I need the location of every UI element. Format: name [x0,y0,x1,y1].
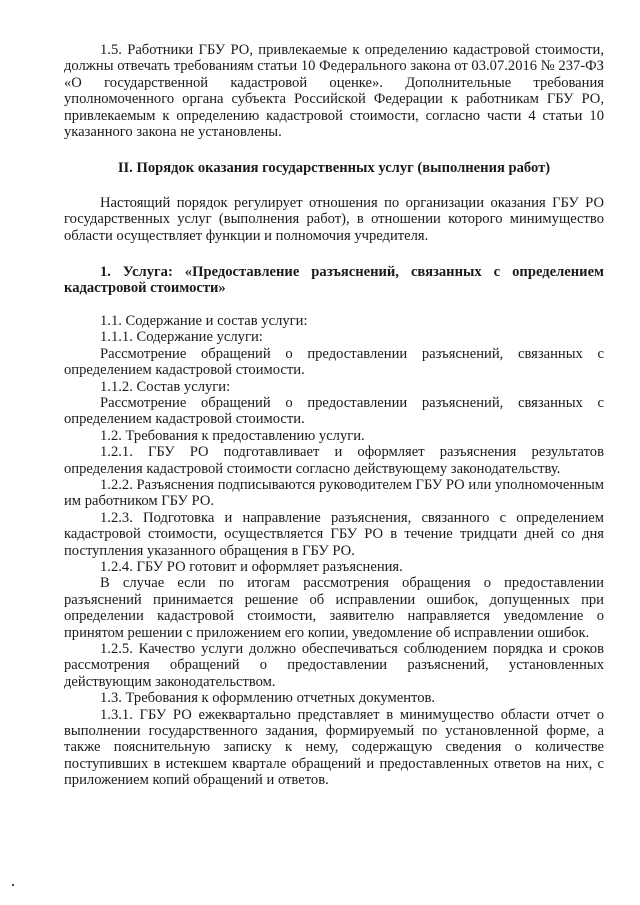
paragraph-1-2-1: 1.2.1. ГБУ РО подготавливает и оформляет разъяснения результатов определения кадастровой стоимости согласно действующему законодательству. [64,444,604,477]
paragraph-1-2-3: 1.2.3. Подготовка и направление разъяснения, связанного с определением кадастровой стоимости, осуществляется ГБУ РО в течение тридцати дней со дня поступления указанного обращения в ГБУ РО. [64,509,604,559]
paragraph-1-3: 1.3. Требования к оформлению отчетных документов. [100,690,436,707]
paragraph-1-2-5: 1.2.5. Качество услуги должно обеспечиваться соблюдением порядка и сроков рассмотрения обращений о предоставлении разъяснений, установленных действующим законодательством. [64,641,604,690]
paragraph-corrections: В случае если по итогам рассмотрения обращения о предоставлении разъяснений принимается решение об исправлении ошибок, допущенных при определении кадастровой стоимости, заявителю направляется уведомление о принятом решении с приложением его копии, уведомление об исправлении ошибок. [64,575,604,641]
paragraph-1-1-1: 1.1.1. Содержание услуги: [100,329,263,346]
service-heading-1: 1. Услуга: «Предоставление разъяснений, связанных с определением кадастровой стоимости» [64,264,604,297]
paragraph-1-1-2: 1.1.2. Состав услуги: [100,378,231,395]
paragraph-1-2-2: 1.2.2. Разъяснения подписываются руководителем ГБУ РО или уполномоченным им работником ГБУ РО. [64,476,604,510]
paragraph-1-2-4: 1.2.4. ГБУ РО готовит и оформляет разъяснения. [100,558,403,575]
paragraph-content-text: Рассмотрение обращений о предоставлении разъяснений, связанных с определением кадастровой стоимости. [64,345,604,379]
paragraph-1-5: 1.5. Работники ГБУ РО, привлекаемые к определению кадастровой стоимости, должны отвечать требованиям статьи 10 Федерального закона от 03.07.2016 № 237-ФЗ «О государственной кадастровой оценке». Дополнительные требования уполномоченного органа субъекта Российской Федерации к работникам ГБУ РО, привлекаемым к определению кадастровой стоимости, согласно части 4 статьи 10 указанного закона не установлены. [64,42,604,141]
section-heading-ii: II. Порядок оказания государственных услуг (выполнения работ) [117,160,551,177]
paragraph-composition-text: Рассмотрение обращений о предоставлении разъяснений, связанных с определением кадастровой стоимости. [64,394,604,428]
paragraph-1-1: 1.1. Содержание и состав услуги: [100,312,308,329]
document-page [64,0,604,905]
paragraph-1-2: 1.2. Требования к предоставлению услуги. [100,427,365,444]
scan-mark [12,884,14,886]
paragraph-intro: Настоящий порядок регулирует отношения по организации оказания ГБУ РО государственных услуг (выполнения работ), в отношении которого минимущество области осуществляет функции и полномочия учредителя. [64,194,604,244]
paragraph-1-3-1: 1.3.1. ГБУ РО ежеквартально представляет в минимущество области отчет о выполнении государственного задания, формируемый по установленной форме, а также пояснительную записку к нему, содержащую сведения о количестве поступивших в истекшем квартале обращений и предоставленных ответов на них, с приложением копий обращений и ответов. [64,706,604,789]
